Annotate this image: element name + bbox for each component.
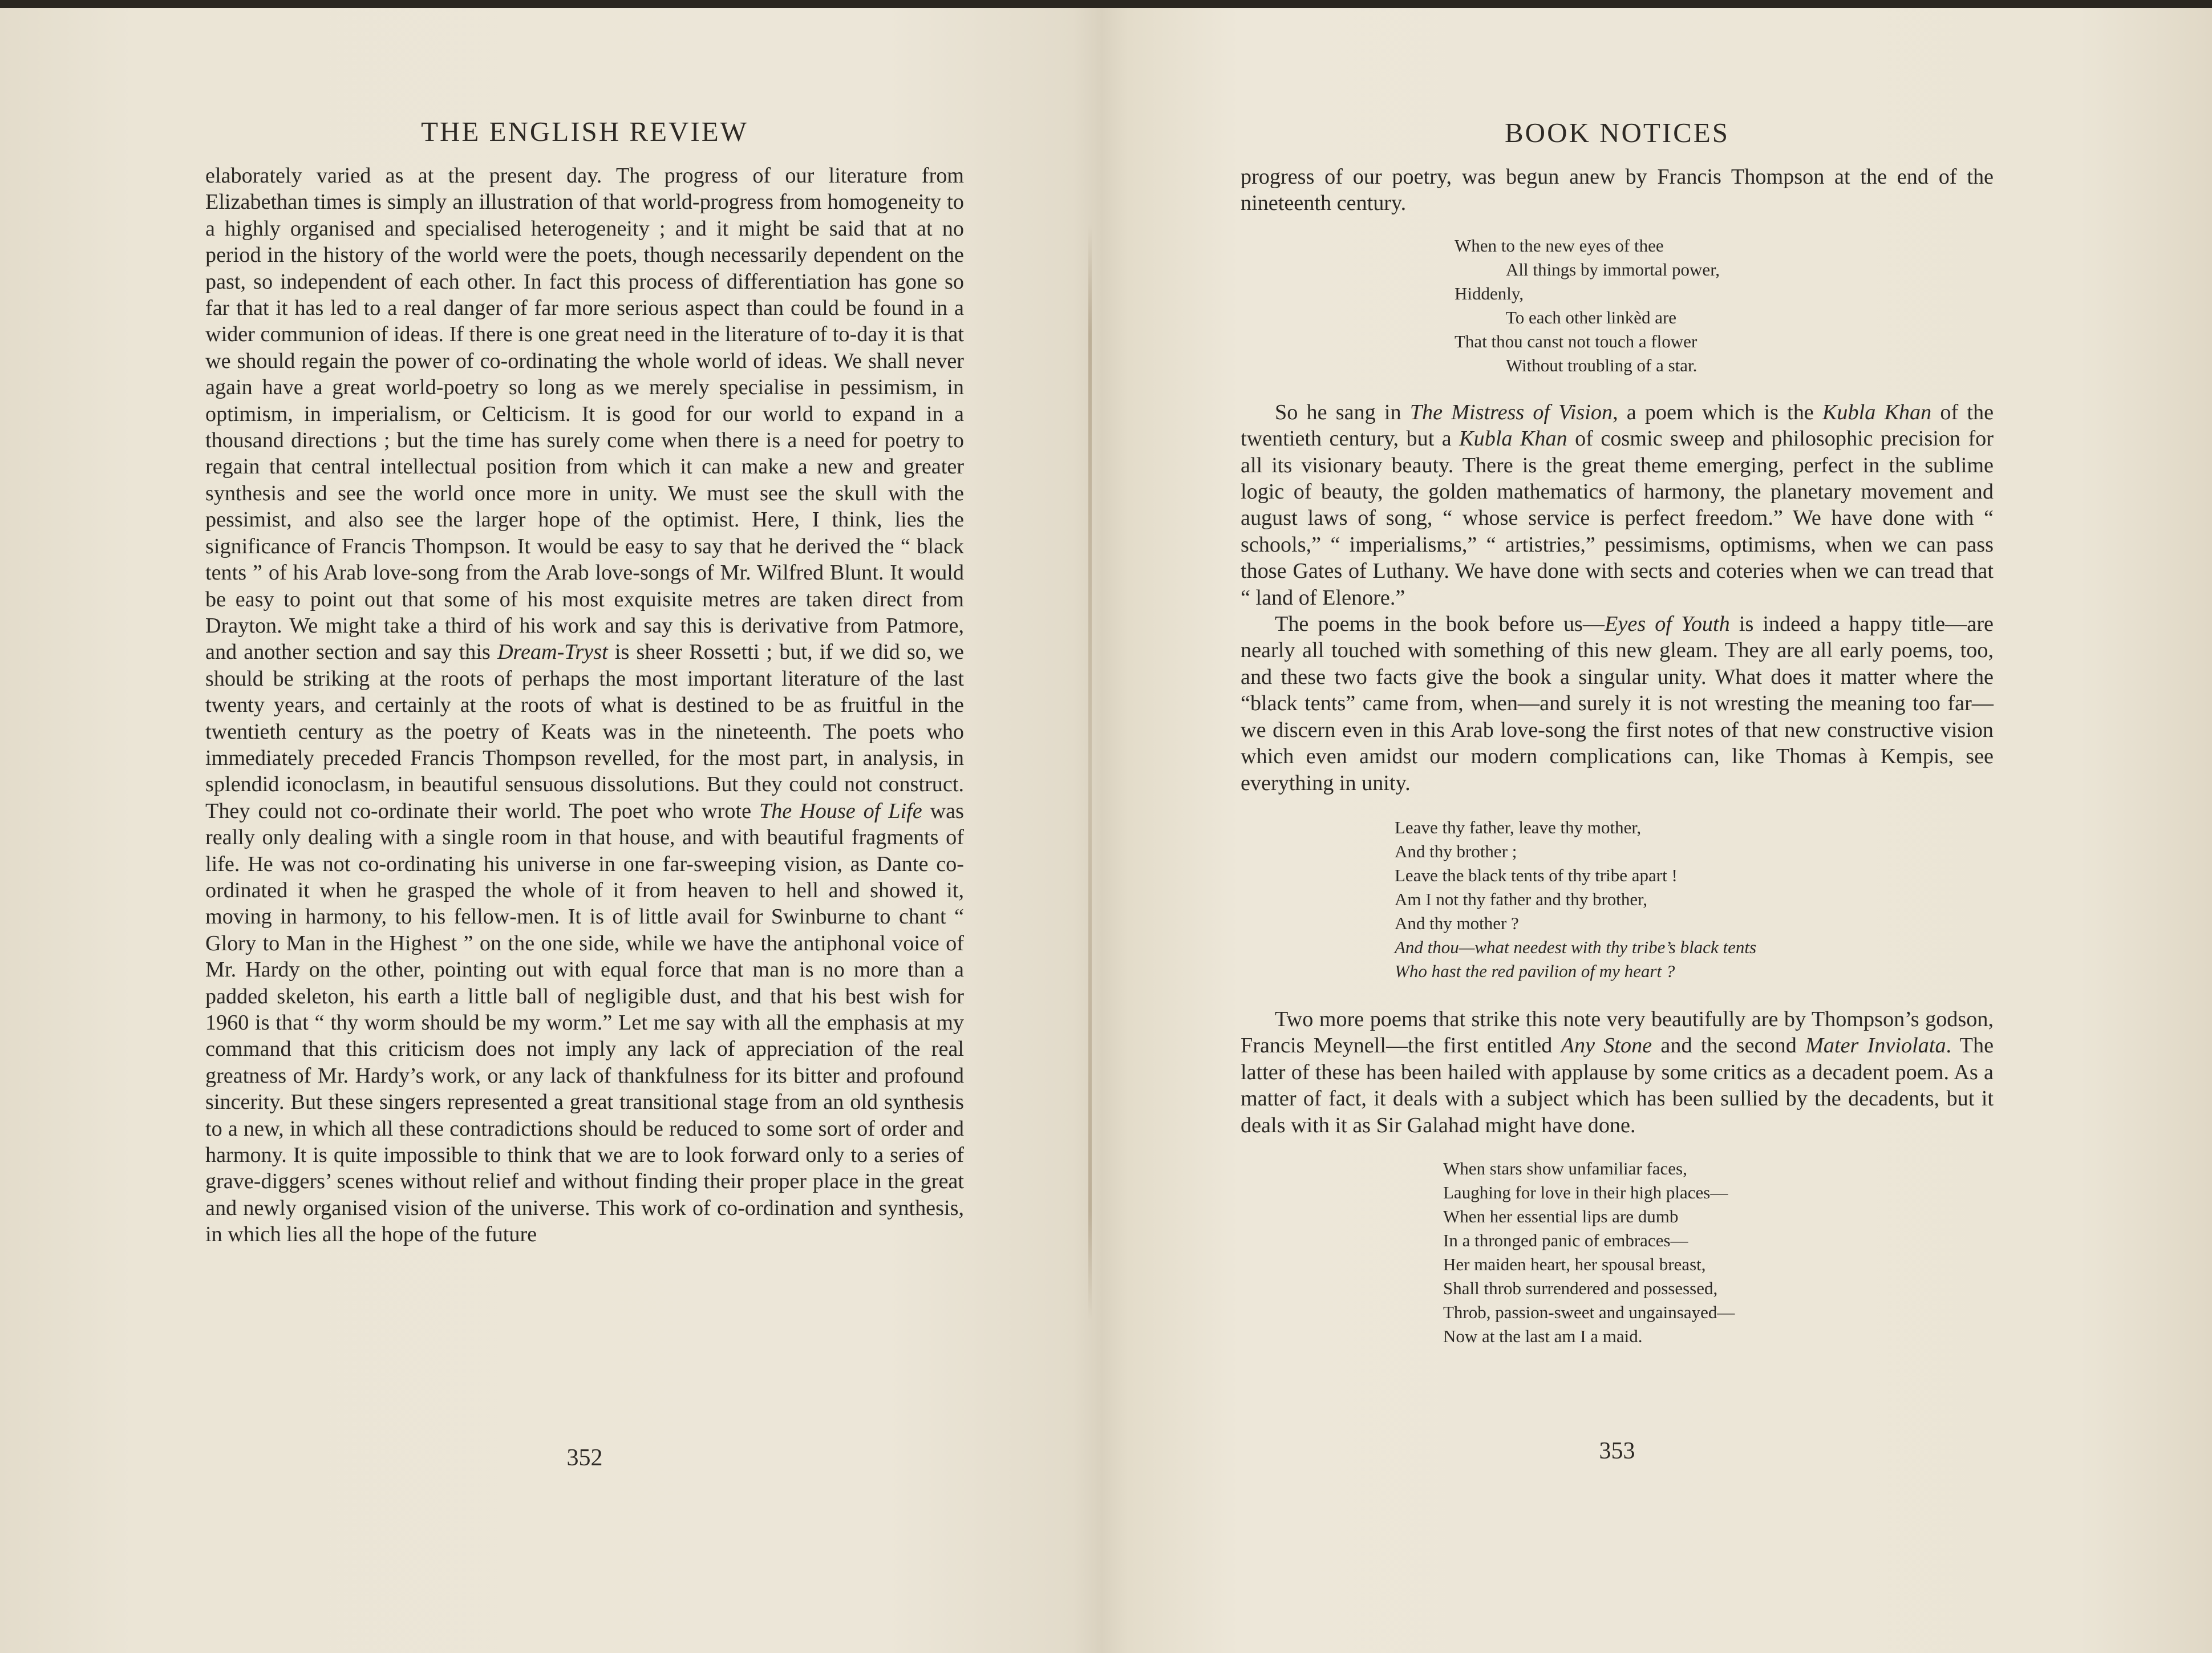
title-dream-tryst: Dream-Tryst (497, 640, 608, 665)
verse-line: Shall throb surrendered and possessed, (1443, 1278, 1718, 1298)
title-eyes-of-youth: Eyes of Youth (1605, 612, 1730, 637)
text-run: of cosmic sweep and philosophic precision for all its visionary beauty. There is the great theme emerging, perfect in the sublime logic of beauty, the golden mathematics of harmony, the planetary movement and august laws of song, “ whose service is perfect freedom.” We have done with “ schools,” “ imperialisms,” “ artistries,” pessimisms, optimisms, when we can pass those Gates of Luthany. We have done with sects and coteries when we can tread that “ land of Elenore.” (1241, 427, 1994, 610)
verse-line: Her maiden heart, her spousal breast, (1443, 1254, 1706, 1274)
book-spread (0, 8, 2212, 1653)
left-text-a: elaborately varied as at the present day. The progress of our literature from Elizabethan times is simply an illustration of that world-progress from homogeneity to a highly organised and specialised heterogeneity ; and it might be said that at no period in the history of the world were the poets, though necessarily dependent on the past, so independent of each other. In fact this process of differentiation has gone so far that it has led to a real danger of far more serious aspect than could be found in a wider communion of ideas. If there is one great need in the literature of to-day it is that we should regain the power of co-ordinating the whole world of ideas. We shall never again have a great world-poetry so long as we merely specialise in pessimism, in optimism, in imperialism, or Celticism. It is good for our world to expand in a thousand directions ; but the time has surely come when there is a need for poetry to regain that central intellectual position from which it can make a new and greater synthesis and see the world once more in unity. We must see the skull with the pessimist, and also see the larger hope of the optimist. Here, I think, lies the significance of Francis Thompson. It would be easy to say that he derived the “ black tents ” of his Arab love-song from the Arab love-songs of Mr. Wilfred Blunt. It would be easy to point out that some of his most exquisite metres are taken direct from Drayton. We might take a third of his work and say this is derivative from Patmore, and another section and say this (205, 164, 964, 665)
left-text-c: was really only dealing with a single room in that house, and with beautiful fragments of life. He was not co-ordinating his universe in one far-sweeping vision, as Dante co-ordinated it when he grasped the whole of it from heaven to hell and showed it, moving in harmony, to his fellow-men. It is of little avail for Swinburne to chant “ Glory to Man in the Highest ” on the one side, while we have the antiphonal voice of Mr. Hardy on the other, pointing out with equal force that man is no more than a padded skeleton, his earth a little ball of negligible dust, and that his best wish for 1960 is that “ thy worm should be my worm.” Let me say with all the emphasis at my command that this criticism does not imply any lack of appreciation of the real greatness of Mr. Hardy’s work, or any lack of thankfulness for its bitter and profound sincerity. But these singers represented a great transitional stage from an old synthesis to a new, in which all these contradictions should be reduced to some sort of order and harmony. It is quite impossible to think that we are to look forward only to a series of grave-diggers’ scenes without relief and without finding their proper place in the great and newly organised vision of the universe. This work of co-ordination and synthesis, in which lies all the hope of the future (205, 799, 964, 1247)
verse-line: And thy mother ? (1395, 913, 1519, 933)
page-number-left: 352 (566, 1445, 603, 1471)
right-page (1241, 8, 1994, 1639)
verse-line: Leave the black tents of thy tribe apart ! (1395, 865, 1678, 885)
left-page (205, 8, 964, 1639)
verse-line: And thy brother ; (1395, 841, 1517, 861)
title-kubla-khan: Kubla Khan (1822, 400, 1932, 424)
right-page-body (1241, 164, 1994, 1348)
poem-excerpt-2 (1395, 816, 1994, 983)
right-paragraph-1: progress of our poetry, was begun anew by Francis Thompson at the end of the nineteenth century. (1241, 165, 1994, 216)
text-run: is indeed a happy title—are nearly all touched with something of this new gleam. They are all early poems, too, and these two facts give the book a singular unity. What does it matter where the “black tents” came from, when—and surely it is not wresting the meaning too far—we discern even in this Arab love-song the first notes of that new constructive vision which even amidst our modern complications can, like Thomas à Kempis, see everything in unity. (1241, 612, 1994, 795)
text-run: and the second (1660, 1034, 1797, 1058)
verse-line: Throb, passion-sweet and ungainsayed— (1443, 1302, 1735, 1322)
page-number-right: 353 (1599, 1438, 1635, 1464)
text-run: of the twentieth century, but a (1241, 400, 1994, 451)
verse-line: Hiddenly, (1455, 283, 1524, 303)
verse-line: Now at the last am I a maid. (1443, 1326, 1643, 1346)
verse-line: Am I not thy father and thy brother, (1395, 889, 1647, 909)
verse-line: In a thronged panic of embraces— (1443, 1230, 1688, 1250)
book-gutter (1088, 225, 1092, 1320)
text-run: , a poem which is the (1613, 400, 1814, 424)
right-paragraph-2 (1241, 399, 1994, 611)
right-paragraph-3 (1241, 611, 1994, 796)
verse-line: Without troubling of a star. (1506, 355, 1698, 375)
text-run: Two more poems that strike this note very beautifully are by Thompson’s godson, Francis Meynell—the first entitled (1241, 1007, 1994, 1058)
verse-line: That thou canst not touch a flower (1455, 331, 1698, 351)
verse-line-italic: And thou—what needest with thy tribe’s black tents (1395, 937, 1757, 957)
title-any-stone: Any Stone (1561, 1034, 1652, 1058)
text-run: . The latter of these has been hailed with applause by some critics as a decadent poem. As a matter of fact, it deals with a subject which has been sullied by the decadents, but it deals with it as Sir Galahad might have done. (1241, 1034, 1994, 1137)
verse-line: To each other linkèd are (1506, 307, 1677, 327)
verse-line: Laughing for love in their high places— (1443, 1182, 1728, 1202)
right-paragraph-4 (1241, 1006, 1994, 1139)
title-house-of-life: The House of Life (759, 799, 922, 823)
text-run: The poems in the book before us— (1275, 612, 1605, 637)
title-mater-inviolata: Mater Inviolata (1805, 1034, 1946, 1058)
left-page-body (205, 163, 964, 1248)
title-kubla-khan-2: Kubla Khan (1459, 427, 1567, 451)
verse-line: When to the new eyes of thee (1455, 235, 1664, 256)
verse-line: When her essential lips are dumb (1443, 1206, 1679, 1226)
verse-line: Leave thy father, leave thy mother, (1395, 817, 1642, 837)
title-mistress-of-vision: The Mistress of Vision (1409, 400, 1613, 424)
running-head-left: THE ENGLISH REVIEW (421, 116, 748, 147)
verse-line-italic: Who hast the red pavilion of my heart ? (1395, 961, 1675, 981)
verse-line: When stars show unfamiliar faces, (1443, 1158, 1687, 1178)
text-run: So he sang in (1275, 400, 1401, 424)
poem-excerpt-3 (1443, 1157, 1994, 1348)
running-head-right: BOOK NOTICES (1505, 117, 1729, 148)
left-paragraph (205, 163, 964, 1248)
verse-line: All things by immortal power, (1506, 259, 1720, 279)
poem-excerpt-1 (1455, 234, 1994, 378)
left-text-b: is sheer Rossetti ; but, if we did so, we should be striking at the roots of perhaps the most important literature of the last twenty years, and certainly at the roots of what is destined to be as fruitful in the twentieth century as the poetry of Keats was in the nineteenth. The poets who immediately preceded Francis Thompson revelled, for the most part, in analysis, in splendid iconoclasm, in beautiful sensuous dissolutions. But they could not construct. They could not co-ordinate their world. The poet who wrote (205, 640, 965, 823)
